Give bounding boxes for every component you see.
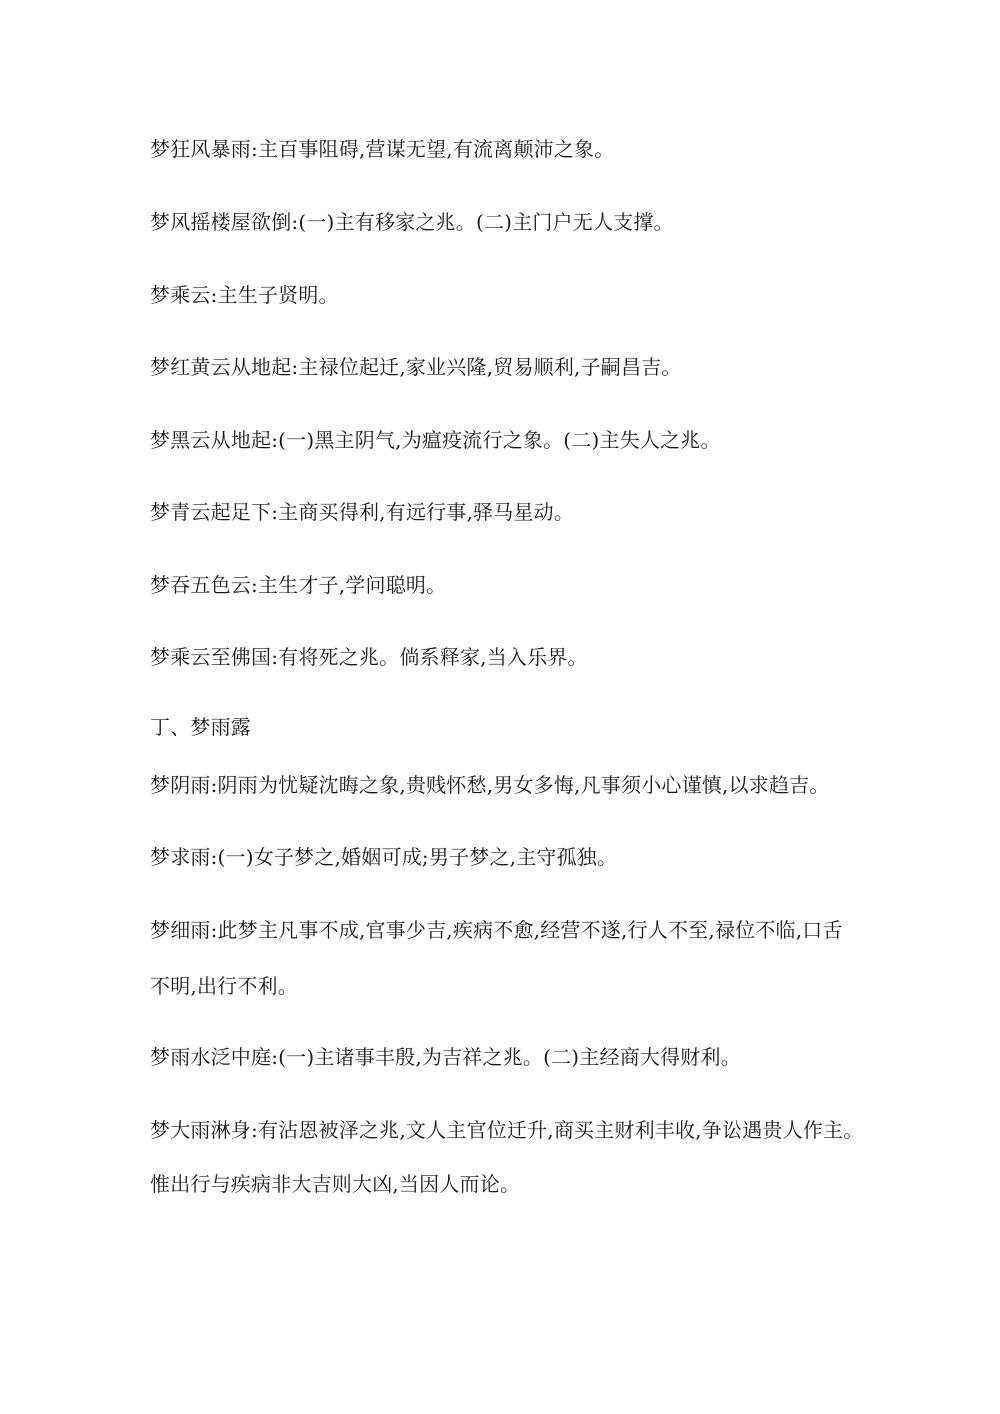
entry-xiyu-continued: 不明,出行不利。 (150, 974, 298, 998)
entry-kuangfeng-baoyu: 梦狂风暴雨:主百事阻碍,营谋无望,有流离颠沛之象。 (150, 137, 615, 161)
entry-qingyun: 梦青云起足下:主商买得利,有远行事,驿马星动。 (150, 500, 575, 524)
entry-dayu-linshen-continued: 惟出行与疾病非大吉则大凶,当因人而论。 (150, 1172, 521, 1196)
entry-dayu-linshen: 梦大雨淋身:有沾恩被泽之兆,文人主官位迁升,商买主财利丰收,争讼遇贵人作主。 (150, 1118, 864, 1142)
entry-heiyun: 梦黑云从地起:(一)黑主阴气,为瘟疫流行之象。(二)主失人之兆。 (150, 428, 721, 452)
entry-chengyun-foguo: 梦乘云至佛国:有将死之兆。倘系释家,当入乐界。 (150, 645, 588, 669)
entry-chengyun: 梦乘云:主生子贤明。 (150, 283, 339, 307)
entry-yinyu: 梦阴雨:阴雨为忧疑沈晦之象,贵贱怀愁,男女多悔,凡事须小心谨慎,以求趋吉。 (150, 773, 830, 797)
entry-xiyu: 梦细雨:此梦主凡事不成,官事少吉,疾病不愈,经营不遂,行人不至,禄位不临,口舌 (150, 918, 843, 942)
entry-tun-wuseyun: 梦吞五色云:主生才子,学问聪明。 (150, 573, 447, 597)
entry-qiuyu: 梦求雨:(一)女子梦之,婚姻可成;男子梦之,主守孤独。 (150, 845, 618, 869)
entry-honghuangyun: 梦红黄云从地起:主禄位起迁,家业兴隆,贸易顺利,子嗣昌吉。 (150, 355, 682, 379)
section-heading-yulu: 丁、梦雨露 (150, 715, 251, 739)
entry-yushui-zhongting: 梦雨水泛中庭:(一)主诸事丰殷,为吉祥之兆。(二)主经商大得财利。 (150, 1045, 741, 1069)
entry-fengyao-louwu: 梦风摇楼屋欲倒:(一)主有移家之兆。(二)主门户无人支撑。 (150, 210, 674, 234)
